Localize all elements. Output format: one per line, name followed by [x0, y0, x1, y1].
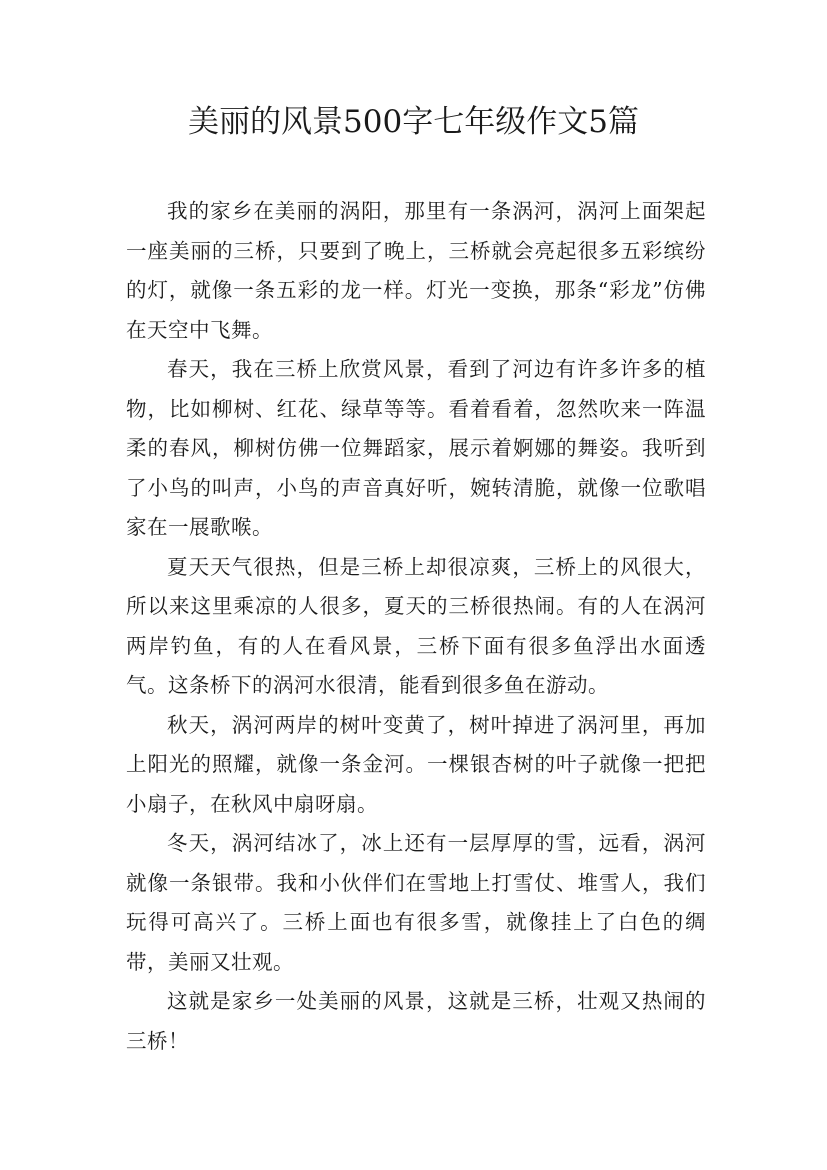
document-body	[126, 192, 706, 1061]
paragraph-spring: 春天，我在三桥上欣赏风景，看到了河边有许多许多的植物，比如柳树、红花、绿草等等。看着看着，忽然吹来一阵温柔的春风，柳树仿佛一位舞蹈家，展示着婀娜的舞姿。我听到了小鸟的叫声，小鸟的声音真好听，婉转清脆，就像一位歌唱家在一展歌喉。	[126, 357, 706, 539]
paragraph-summer: 夏天天气很热，但是三桥上却很凉爽，三桥上的风很大，所以来这里乘凉的人很多，夏天的三桥很热闹。有的人在涡河两岸钓鱼，有的人在看风景，三桥下面有很多鱼浮出水面透气。这条桥下的涡河水很清，能看到很多鱼在游动。	[126, 554, 706, 697]
paragraph-autumn: 秋天，涡河两岸的树叶变黄了，树叶掉进了涡河里，再加上阳光的照耀，就像一条金河。一棵银杏树的叶子就像一把把小扇子，在秋风中扇呀扇。	[126, 712, 706, 816]
paragraph-conclusion: 这就是家乡一处美丽的风景，这就是三桥，壮观又热闹的三桥！	[126, 989, 706, 1053]
paragraph-hometown: 我的家乡在美丽的涡阳，那里有一条涡河，涡河上面架起一座美丽的三桥，只要到了晚上，三桥就会亮起很多五彩缤纷的灯，就像一条五彩的龙一样。灯光一变换，那条“彩龙”仿佛在天空中飞舞。	[126, 199, 706, 342]
paragraph-winter: 冬天，涡河结冰了，冰上还有一层厚厚的雪，远看，涡河就像一条银带。我和小伙伴们在雪地上打雪仗、堆雪人，我们玩得可高兴了。三桥上面也有很多雪，就像挂上了白色的绸带，美丽又壮观。	[126, 831, 706, 974]
document-title: 美丽的风景500字七年级作文5篇	[188, 104, 639, 140]
